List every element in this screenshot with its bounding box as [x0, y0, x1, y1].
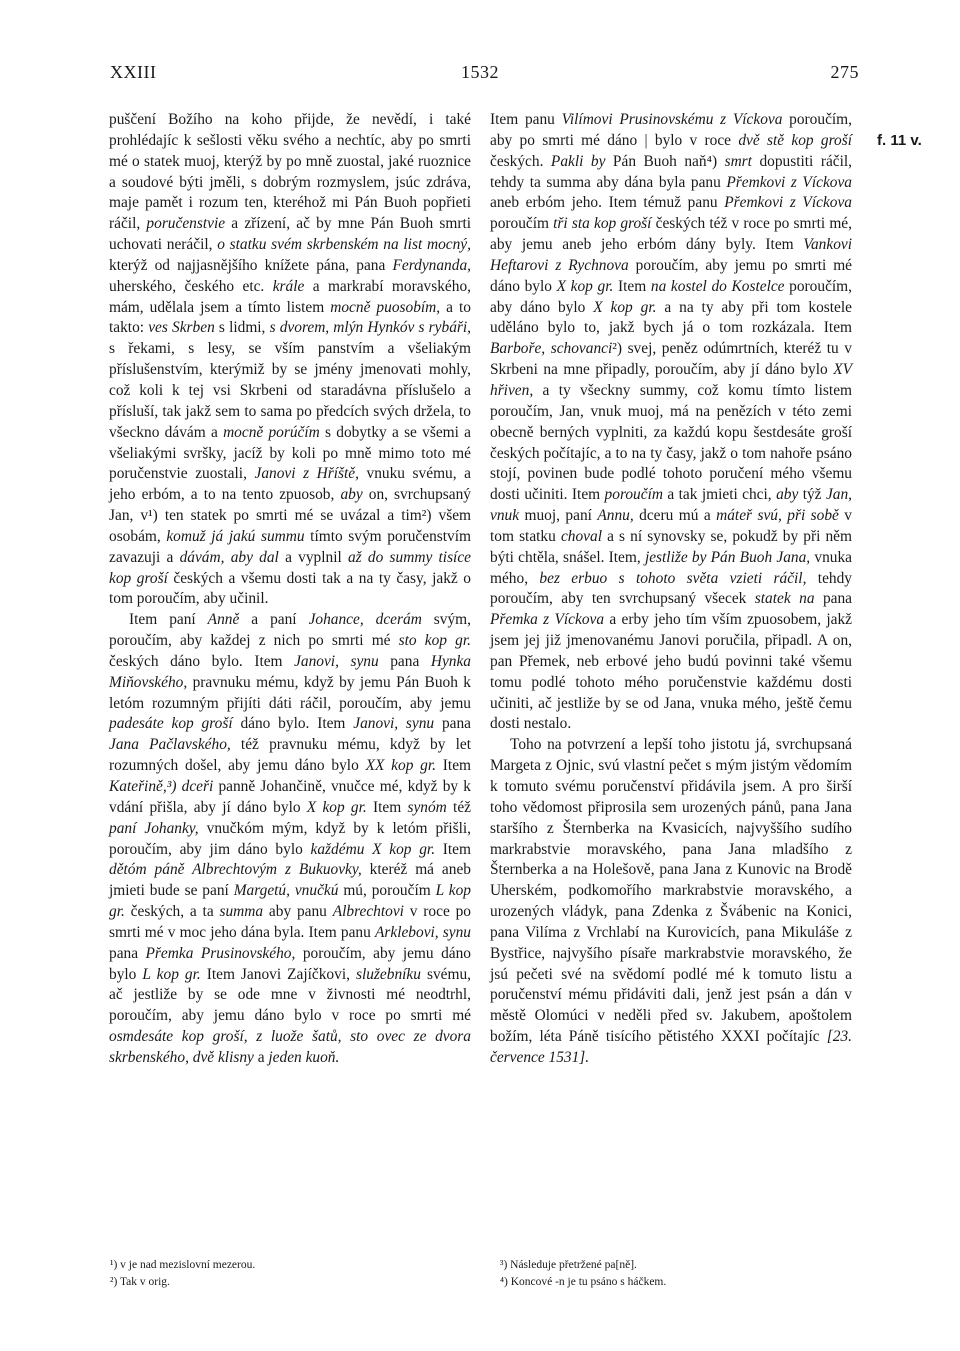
footnote: ⁴) Koncové -n je tu psáno s háčkem. [500, 1276, 667, 1288]
running-head-volume: XXIII [110, 62, 157, 82]
left-text-column [109, 110, 471, 1069]
left_column-paragraph: Item paní Anně a paní Johance, dcerám svým, poroučím, aby každej z nich po smrti mé sto kop gr. českých dáno bylo. Item Janovi, synu pana Hynka Miňovského, pravnuku mému, když by jemu Pán Buoh k letóm rozumným přijíti dáti ráčil, poroučím, aby jemu padesáte kop groší dáno bylo. Item Janovi, synu pana Jana Pačlavského, též pravnuku mému, když by let rozumných došel, aby jemu dáno bylo XX kop gr. Item Kateřině,³) dceři panně Johančině, vnučce mé, když by k vdání přišla, aby jí dáno bylo X kop gr. Item synóm též paní Johanky, vnučkóm mým, když by k letóm přišli, poroučím, aby jim dáno bylo každému X kop gr. Item dětóm páně Albrechtovým z Bukuovky, kteréž má aneb jmieti bude se paní Margetú, vnučkú mú, poroučím L kop gr. českých, a ta summa aby panu Albrechtovi v roce po smrti mé v moc jeho dána byla. Item panu Arklebovi, synu pana Přemka Prusinovského, poroučím, aby jemu dáno bylo L kop gr. Item Janovi Zajíčkovi, služebníku svému, ač jestliže by se ode mne v živnosti mé neodtrhl, poroučím, aby jemu dáno bylo v roce po smrti mé osmdesáte kop groší, z luože šatů, sto ovec ze dvora skrbenského, dvě klisny a jeden kuoň. [109, 611, 472, 1066]
right_column-paragraph: Item panu Vilímovi Prusinovskému z Víckova poroučím, aby po smrti mé dáno | bylo v roce dvě stě kop groší českých. Pakli by Pán Buoh naň⁴) smrt dopustiti ráčil, tehdy ta summa aby dána byla panu Přemkovi z Víckova aneb erbóm jeho. Item témuž panu Přemkovi z Víckova poroučím tři sta kop groší českých též v roce po smrti mé, aby jemu aneb jeho erbóm dány byly. Item Vankovi Heftarovi z Rychnova poroučím, aby jemu po smrti mé dáno bylo X kop gr. Item na kostel do Kostelce poroučím, aby dáno bylo X kop gr. a na ty aby při tom kostele uděláno bylo to, jakž bych já o tom rozkázala. Item Barboře, schovanci²) svej, peněz odúmrtních, kteréž tu v Skrbeni na mne připadly, poroučím, aby jí dáno bylo XV hřiven, a ty všeckny summy, což komu tímto listem poroučím, Jan, vnuk muoj, má na penězích v této zemi obecně berných vyplniti, za každú kopu šestdesáte groší českých počítajíc, a to na ty časy, jakž o tom nahoře psáno stojí, povinen bude podlé tohoto poručení mého všemu dosti učiniti. Item poroučím a tak jmieti chci, aby týž Jan, vnuk muoj, paní Annu, dceru mú a máteř svú, při sobě v tom statku choval a s ní synovsky se, pokudž by při něm býti chtěla, snášel. Item, jestliže by Pán Buoh Jana, vnuka mého, bez erbuo s tohoto světa vzieti ráčil, tehdy poroučím, aby ten svrchupsaný všecek statek na pana Přemka z Víckova a erby jeho tím vším zpuosobem, jakž jsem jej již jmenovanému Janovi poručila, připadl. A on, pan Přemek, neb erbové jeho budú povinni také všemu tomu podlé tohoto mého poručenstvie každému dosti učiniti, ač jestliže by se od Jana, vnuka mého, ještě čemu dosti nestalo. [490, 111, 853, 733]
running-head-year: 1532 [461, 62, 499, 82]
page-number: 275 [830, 62, 859, 82]
footnote: ³) Následuje přetržené pa[ně]. [500, 1259, 637, 1271]
left_column-paragraph: puščení Božího na koho přijde, že nevědí, i také prohlédajíc k sešlosti věku svého a nechtíc, aby po smrti mé o statek muoj, kterýž by po mně zuostal, jaké ruoznice a soudové býti jměli, s dobrým rozmyslem, jsúc zdráva, maje pamět i rozum ten, kteréhož mi Pán Buoh popřieti ráčil, poručenstvie a zřízení, ač by mne Pán Buoh smrti uchovati neráčil, o statku svém skrbenském na list mocný, kterýž od najjasnějšího knížete pána, pana Ferdynanda, uherského, českého etc. krále a markrabí moravského, mám, udělala jsem a tímto listem mocně puosobím, a to takto: ves Skrben s lidmi, s dvorem, mlýn Hynkóv s rybáři, s řekami, s lesy, se vším panstvím a všeliakým příslušenstvím, kterýmiž by se jmény jmenovati mohly, což koli k tej vsi Skrbeni od staradávna příslušelo a přísluší, tak jakž sem to sama po předcích svých držela, to všeckno dávám a mocně porúčím s dobytky a se všemi a všeliakými svršky, jacíž by koli po mně mimo toto mé poručenstvie zuostali, Janovi z Hříště, vnuku svému, a jeho erbóm, a to na tento zpuosob, aby on, svrchupsaný Jan, v¹) ten statek po smrti mé se uvázal a tim²) všem osobám, komuž já jakú summu tímto svým poručenstvím zavazuji a dávám, aby dal a vyplnil až do summy tisíce kop groší českých a všemu dosti tak a na ty časy, jakž o tom poroučím, aby učinil. [109, 111, 472, 608]
footnotes-left [110, 1257, 440, 1291]
footnote: ²) Tak v orig. [110, 1276, 170, 1288]
footnotes-right [500, 1257, 830, 1291]
footnote: ¹) v je nad mezislovní mezerou. [110, 1259, 256, 1271]
right_column-paragraph: Toho na potvrzení a lepší toho jistotu já, svrchupsaná Margeta z Ojnic, svú vlastní pečet s mým jistým vědomím k tomuto svému poručenství přidávila jsem. A pro širší toho vědomost připrosila sem urozených pánů, pana Jana staršího z Šternberka na Kvasicích, najvyššího sudího markrabstvie moravského, pana Jana mladšího z Šternberka a na Holešově, pana Jana z Kunovic na Brodě Uherském, podkomořího markrabstvie moravského, a urozených vládyk, pana Zdenka z Švábenic na Konici, pana Vilíma z Vrchlabí na Kurovicích, pana Mikuláše z Bystřice, najvyšího písaře markrabstvie moravského, že jsú pečeti své na svědomí podlé mé k tomuto listu a poručenství mému přidáviti dali, jenž jest psán a dán v městě Olomúci v neděli před sv. Jakubem, apoštolem božím, léta Páně tisícího pětistého XXXI počítajíc [23. července 1531]. [490, 736, 852, 1066]
right-text-column [490, 110, 852, 1069]
folio-margin-note: f. 11 v. [877, 132, 922, 149]
